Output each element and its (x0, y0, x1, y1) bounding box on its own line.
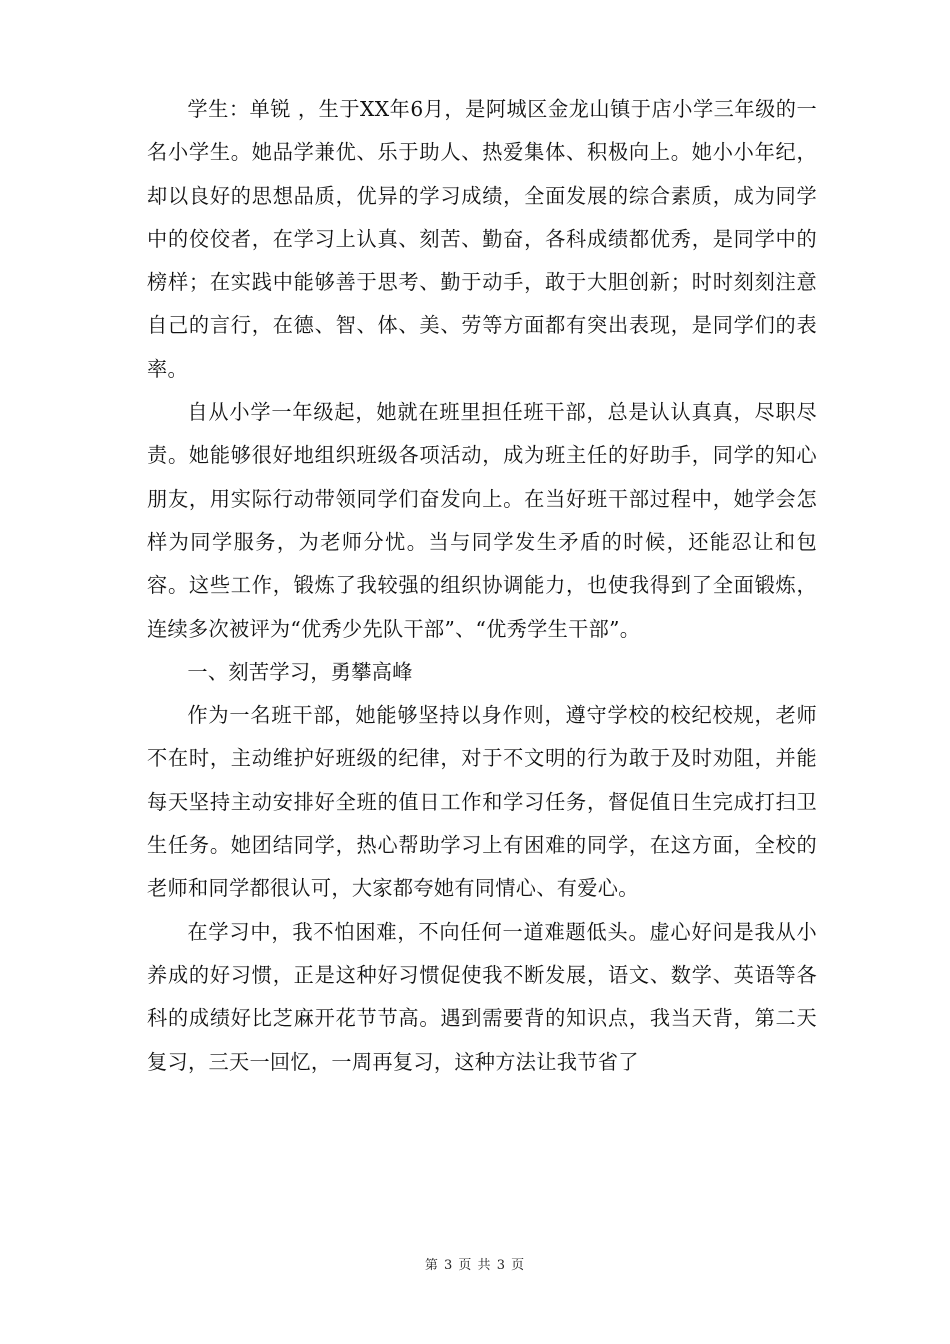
paragraph-role-model: 作为一名班干部，她能够坚持以身作则，遵守学校的校纪校规，老师不在时，主动维护好班级的纪律，对于不文明的行为敢于及时劝阻，并能每天坚持主动安排好全班的值日工作和学习任务，督促值日生完成打扫卫生任务。她团结同学，热心帮助学习上有困难的同学，在这方面，全校的老师和同学都很认可，大家都夸她有同情心、有爱心。 (147, 703, 817, 901)
section-heading: 一、刻苦学习，勇攀高峰 (187, 659, 413, 684)
paragraph-study-habits: 在学习中，我不怕困难，不向任何一道难题低头。虚心好问是我从小养成的好习惯，正是这种好习惯促使我不断发展，语文、数学、英语等各科的成绩好比芝麻开花节节高。遇到需要背的知识点，我当天背，第二天复习，三天一回忆，一周再复习，这种方法让我节省了 (147, 919, 817, 1074)
paragraph-class-leader: 自从小学一年级起，她就在班里担任班干部，总是认认真真，尽职尽责。她能够很好地组织班级各项活动，成为班主任的好助手，同学的知心朋友，用实际行动带领同学们奋发向上。在当好班干部过程中，她学会怎样为同学服务，为老师分忧。当与同学发生矛盾的时候，还能忍让和包容。这些工作，锻炼了我较强的组织协调能力，也使我得到了全面锻炼，连续多次被评为“优秀少先队干部”、“优秀学生干部”。 (147, 400, 817, 641)
document-body (147, 88, 817, 1084)
page-number-footer: 第 3 页 共 3 页 (424, 1258, 526, 1273)
paragraph-intro: 学生：单锐 ，生于XX年6月，是阿城区金龙山镇于店小学三年级的一名小学生。她品学兼优、乐于助人、热爱集体、积极向上。她小小年纪，却以良好的思想品质，优异的学习成绩，全面发展的综合素质，成为同学中的佼佼者，在学习上认真、刻苦、勤奋，各科成绩都优秀，是同学中的榜样；在实践中能够善于思考、勤于动手，敢于大胆创新；时时刻刻注意自己的言行，在德、智、体、美、劳等方面都有突出表现，是同学们的表率。 (147, 97, 817, 381)
